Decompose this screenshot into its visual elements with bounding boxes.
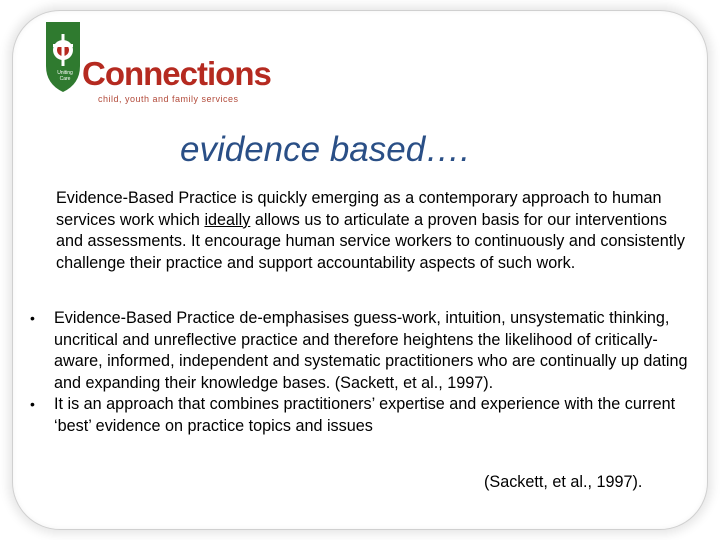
- bullet-marker: •: [30, 396, 35, 413]
- bullet-text: It is an approach that combines practitioners’ expertise and experience with the current ‘best’ evidence on practice topics and issues: [54, 395, 676, 435]
- intro-paragraph: [56, 188, 686, 274]
- slide-title: evidence based….: [180, 130, 470, 169]
- bullet-marker: •: [30, 310, 35, 326]
- connections-logo: [44, 22, 274, 112]
- intro-text-before: Evidence-Based Practice is quickly emerging as a contemporary approach to human services work which: [56, 189, 662, 229]
- citation: (Sackett, et al., 1997).: [484, 473, 643, 491]
- logo-tagline: child, youth and family services: [98, 94, 239, 104]
- intro-text-after: allows us to articulate a proven basis for our interventions and assessments. It encourage human service workers to continuously and consistently challenge their practice and support accountability aspects of such work.: [56, 210, 685, 272]
- logo-wordmark: Connections: [82, 55, 271, 92]
- bullet-list: [30, 308, 690, 438]
- intro-underlined-word: ideally: [204, 210, 251, 229]
- bullet-text: Evidence-Based Practice de-emphasises guess-work, intuition, unsystematic thinking, uncritical and unreflective practice and therefore heightens the likelihood of critically-aware, informed, independent and systematic practitioners who are continually up dating and expanding their knowledge bases. (Sackett, et al., 1997).: [54, 309, 688, 392]
- list-item: [30, 308, 690, 394]
- list-item: [30, 394, 690, 437]
- emblem-text: Uniting Care: [57, 70, 73, 82]
